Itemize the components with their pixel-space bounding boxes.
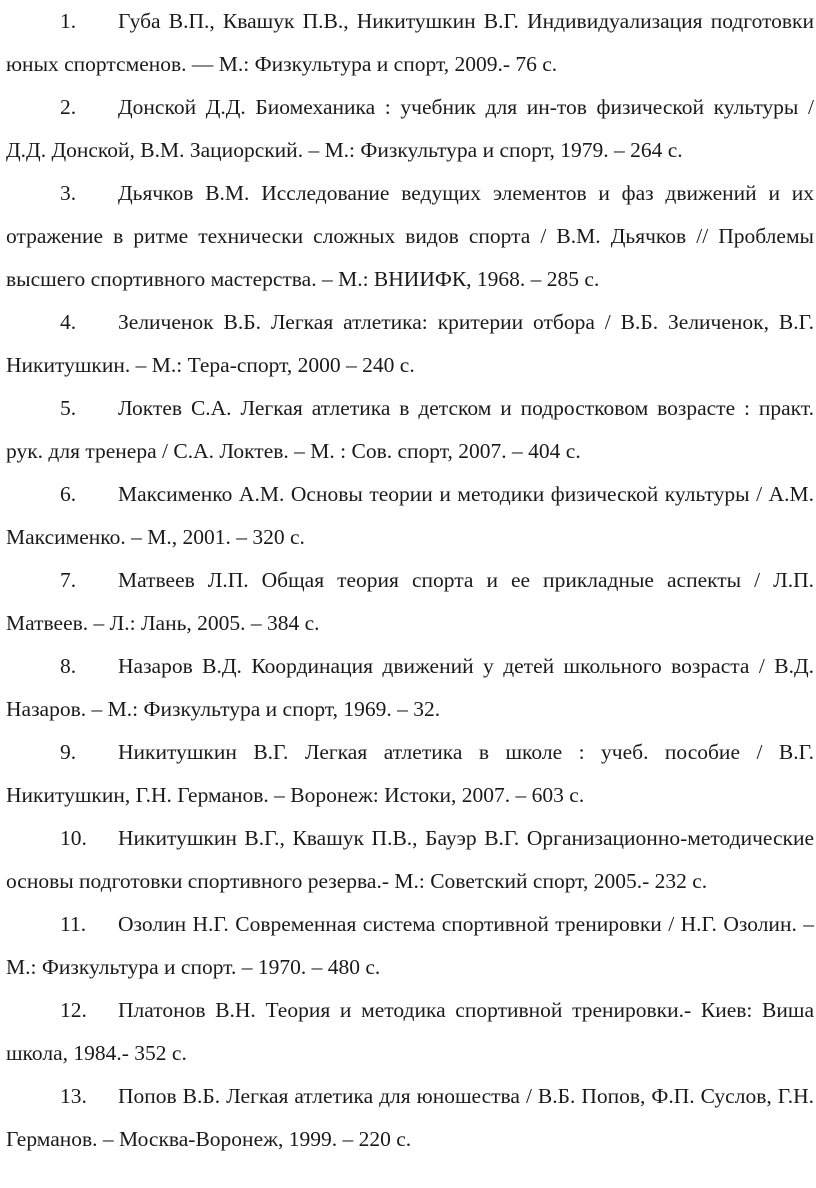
reference-number: 8. <box>60 654 77 678</box>
reference-number: 10. <box>60 826 87 850</box>
reference-item <box>6 172 814 301</box>
reference-number: 7. <box>60 568 77 592</box>
reference-text: Матвеев Л.П. Общая теория спорта и ее прикладные аспекты / Л.П. Матвеев. – Л.: Лань, 2005. – 384 с. <box>6 568 814 635</box>
reference-text: Донской Д.Д. Биомеханика : учебник для ин-тов физической культуры / Д.Д. Донской, В.М. Зациорский. – М.: Физкультура и спорт, 1979. – 264 с. <box>6 95 814 162</box>
reference-number: 4. <box>60 310 77 334</box>
reference-item <box>6 473 814 559</box>
reference-item <box>6 301 814 387</box>
reference-item <box>6 86 814 172</box>
reference-text: Назаров В.Д. Координация движений у детей школьного возраста / В.Д. Назаров. – М.: Физкультура и спорт, 1969. – 32. <box>6 654 814 721</box>
reference-item <box>6 559 814 645</box>
reference-number: 5. <box>60 396 77 420</box>
reference-text: Губа В.П., Квашук П.В., Никитушкин В.Г. Индивидуализация подготовки юных спортсменов. — М.: Физкультура и спорт, 2009.- 76 с. <box>6 9 814 76</box>
reference-list <box>6 0 814 1161</box>
reference-text: Озолин Н.Г. Современная система спортивной тренировки / Н.Г. Озолин. – М.: Физкультура и спорт. – 1970. – 480 с. <box>6 912 814 979</box>
reference-text: Попов В.Б. Легкая атлетика для юношества / В.Б. Попов, Ф.П. Суслов, Г.Н. Германов. – Москва-Воронеж, 1999. – 220 с. <box>6 1084 814 1151</box>
reference-number: 1. <box>60 9 77 33</box>
reference-item <box>6 0 814 86</box>
reference-number: 6. <box>60 482 77 506</box>
reference-number: 2. <box>60 95 77 119</box>
reference-item <box>6 645 814 731</box>
reference-item <box>6 989 814 1075</box>
reference-text: Дьячков В.М. Исследование ведущих элементов и фаз движений и их отражение в ритме технически сложных видов спорта / В.М. Дьячков // Проблемы высшего спортивного мастерства. – М.: ВНИИФК, 1968. – 285 с. <box>6 181 814 291</box>
reference-text: Зеличенок В.Б. Легкая атлетика: критерии отбора / В.Б. Зеличенок, В.Г. Никитушкин. – М.: Тера-спорт, 2000 – 240 с. <box>6 310 814 377</box>
reference-text: Платонов В.Н. Теория и методика спортивной тренировки.- Киев: Виша школа, 1984.- 352 с. <box>6 998 814 1065</box>
reference-text: Никитушкин В.Г., Квашук П.В., Бауэр В.Г. Организационно-методические основы подготовки спортивного резерва.- М.: Советский спорт, 2005.- 232 с. <box>6 826 814 893</box>
reference-number: 12. <box>60 998 87 1022</box>
reference-number: 9. <box>60 740 77 764</box>
reference-text: Максименко А.М. Основы теории и методики физической культуры / А.М. Максименко. – М., 2001. – 320 с. <box>6 482 814 549</box>
reference-number: 11. <box>60 912 87 936</box>
reference-item <box>6 387 814 473</box>
reference-item <box>6 903 814 989</box>
reference-text: Локтев С.А. Легкая атлетика в детском и подростковом возрасте : практ. рук. для тренера / С.А. Локтев. – М. : Сов. спорт, 2007. – 404 с. <box>6 396 814 463</box>
reference-number: 3. <box>60 181 77 205</box>
reference-text: Никитушкин В.Г. Легкая атлетика в школе : учеб. пособие / В.Г. Никитушкин, Г.Н. Германов. – Воронеж: Истоки, 2007. – 603 с. <box>6 740 814 807</box>
reference-item <box>6 1075 814 1161</box>
reference-item <box>6 731 814 817</box>
reference-number: 13. <box>60 1084 87 1108</box>
reference-item <box>6 817 814 903</box>
